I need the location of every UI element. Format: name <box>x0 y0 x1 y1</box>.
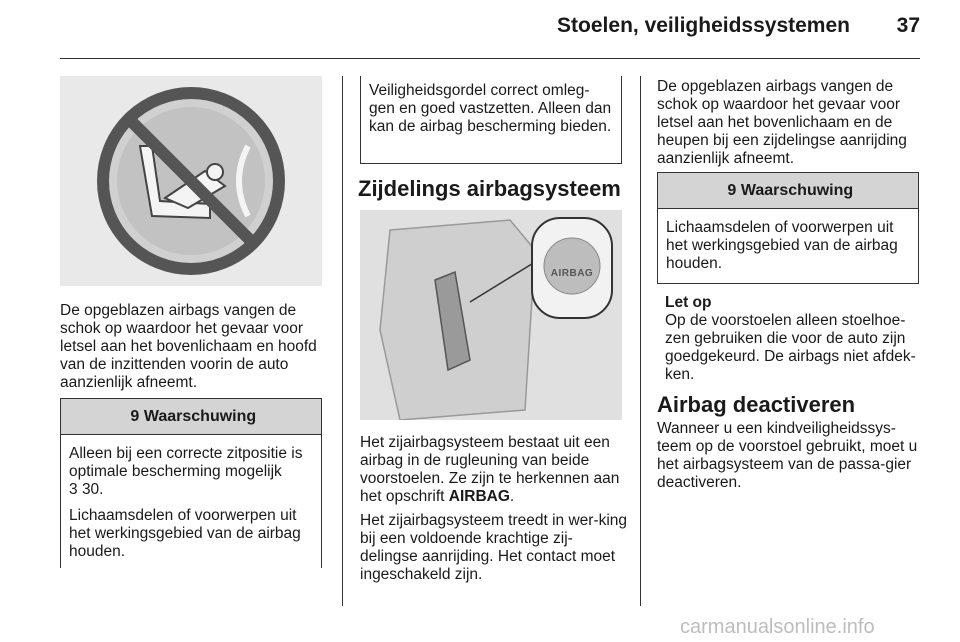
no-child-seat-icon <box>60 76 322 286</box>
col1-paragraph: De opgeblazen airbags vangen de schok op waardoor het gevaar voor letsel aan het bovenlichaam en hoofd van de inzittenden voorin de auto aanzienlijk afneemt. <box>60 302 317 391</box>
col3-warning-header <box>658 173 918 209</box>
col1-warning-p1-text: Alleen bij een correcte zitpositie is optimale bescherming mogelijk <box>69 445 303 480</box>
page-number: 37 <box>896 14 920 37</box>
col1-warning-p2: Lichaamsdelen of voorwerpen uit het werkingsgebied van de airbag houden. <box>69 507 301 560</box>
col1-warning-p1 <box>69 445 313 499</box>
warning-icon: 9 <box>130 408 140 425</box>
column-2-text <box>360 434 630 590</box>
col3-warning-box <box>657 172 919 284</box>
note-text: Op de voorstoelen alleen stoelhoe-zen gebruiken die voor de auto zijn goedgekeurd. De airbags niet afdek-ken. <box>665 312 916 383</box>
col3-warning-p1: Lichaamsdelen of voorwerpen uit het werkingsgebied van de airbag houden. <box>666 219 898 272</box>
col3-note <box>665 294 927 384</box>
page-ref[interactable]: 30. <box>81 481 104 498</box>
col2-p2: Het zijairbagsysteem treedt in wer-king bij een voldoende krachtige zij-delingse aanrijding. Het contact moet ingeschakeld zijn. <box>360 512 628 583</box>
col2-continued-box <box>360 76 622 164</box>
column-3-text-bottom <box>657 420 927 498</box>
page-ref-icon: 3 <box>69 481 78 498</box>
column-1-text <box>60 302 332 398</box>
column-divider-1 <box>342 76 343 606</box>
col2-p1-bold: AIRBAG <box>448 488 510 505</box>
header-rule <box>60 58 920 59</box>
col1-warning-body <box>61 435 321 561</box>
page-header-title: Stoelen, veiligheidssystemen <box>557 14 850 37</box>
airbag-label-inset: AIRBAG <box>550 268 594 279</box>
note-title: Let op <box>665 294 712 311</box>
col1-warning-box <box>60 398 322 568</box>
side-airbag-figure <box>360 210 622 420</box>
no-child-seat-figure <box>60 76 322 286</box>
column-3-text-top <box>657 78 927 174</box>
col2-p1 <box>360 434 630 506</box>
watermark: carmanualsonline.info <box>680 616 875 638</box>
col2-p1-end: . <box>509 488 515 505</box>
col2-p1-text: Het zijairbagsysteem bestaat uit een airbag in de rugleuning van beide voorstoelen. Ze zijn te herkennen aan het opschrift <box>360 434 620 505</box>
side-airbag-heading: Zijdelings airbagsysteem <box>358 176 621 201</box>
warning-icon: 9 <box>727 182 737 199</box>
airbag-deactivate-heading: Airbag deactiveren <box>657 392 856 417</box>
col3-p2: Wanneer u een kindveiligheidssys-teem op de voorstoel gebruikt, moet u het airbagsysteem van de passa-gier deactiveren. <box>657 420 918 491</box>
col3-warning-body <box>658 209 918 273</box>
col1-warning-header <box>61 399 321 435</box>
col2-box-text: Veiligheidsgordel correct omleg-gen en goed vastzetten. Alleen dan kan de airbag bescherming bieden. <box>369 82 612 135</box>
col3-warning-title: Waarschuwing <box>740 182 854 199</box>
col3-paragraph: De opgeblazen airbags vangen de schok op waardoor het gevaar voor letsel aan het bovenlichaam en de heupen bij een zijdelingse aanrijding aanzienlijk afneemt. <box>657 78 907 167</box>
seat-airbag-illustration <box>360 210 622 420</box>
column-divider-2 <box>640 76 641 606</box>
col1-warning-title: Waarschuwing <box>143 408 257 425</box>
